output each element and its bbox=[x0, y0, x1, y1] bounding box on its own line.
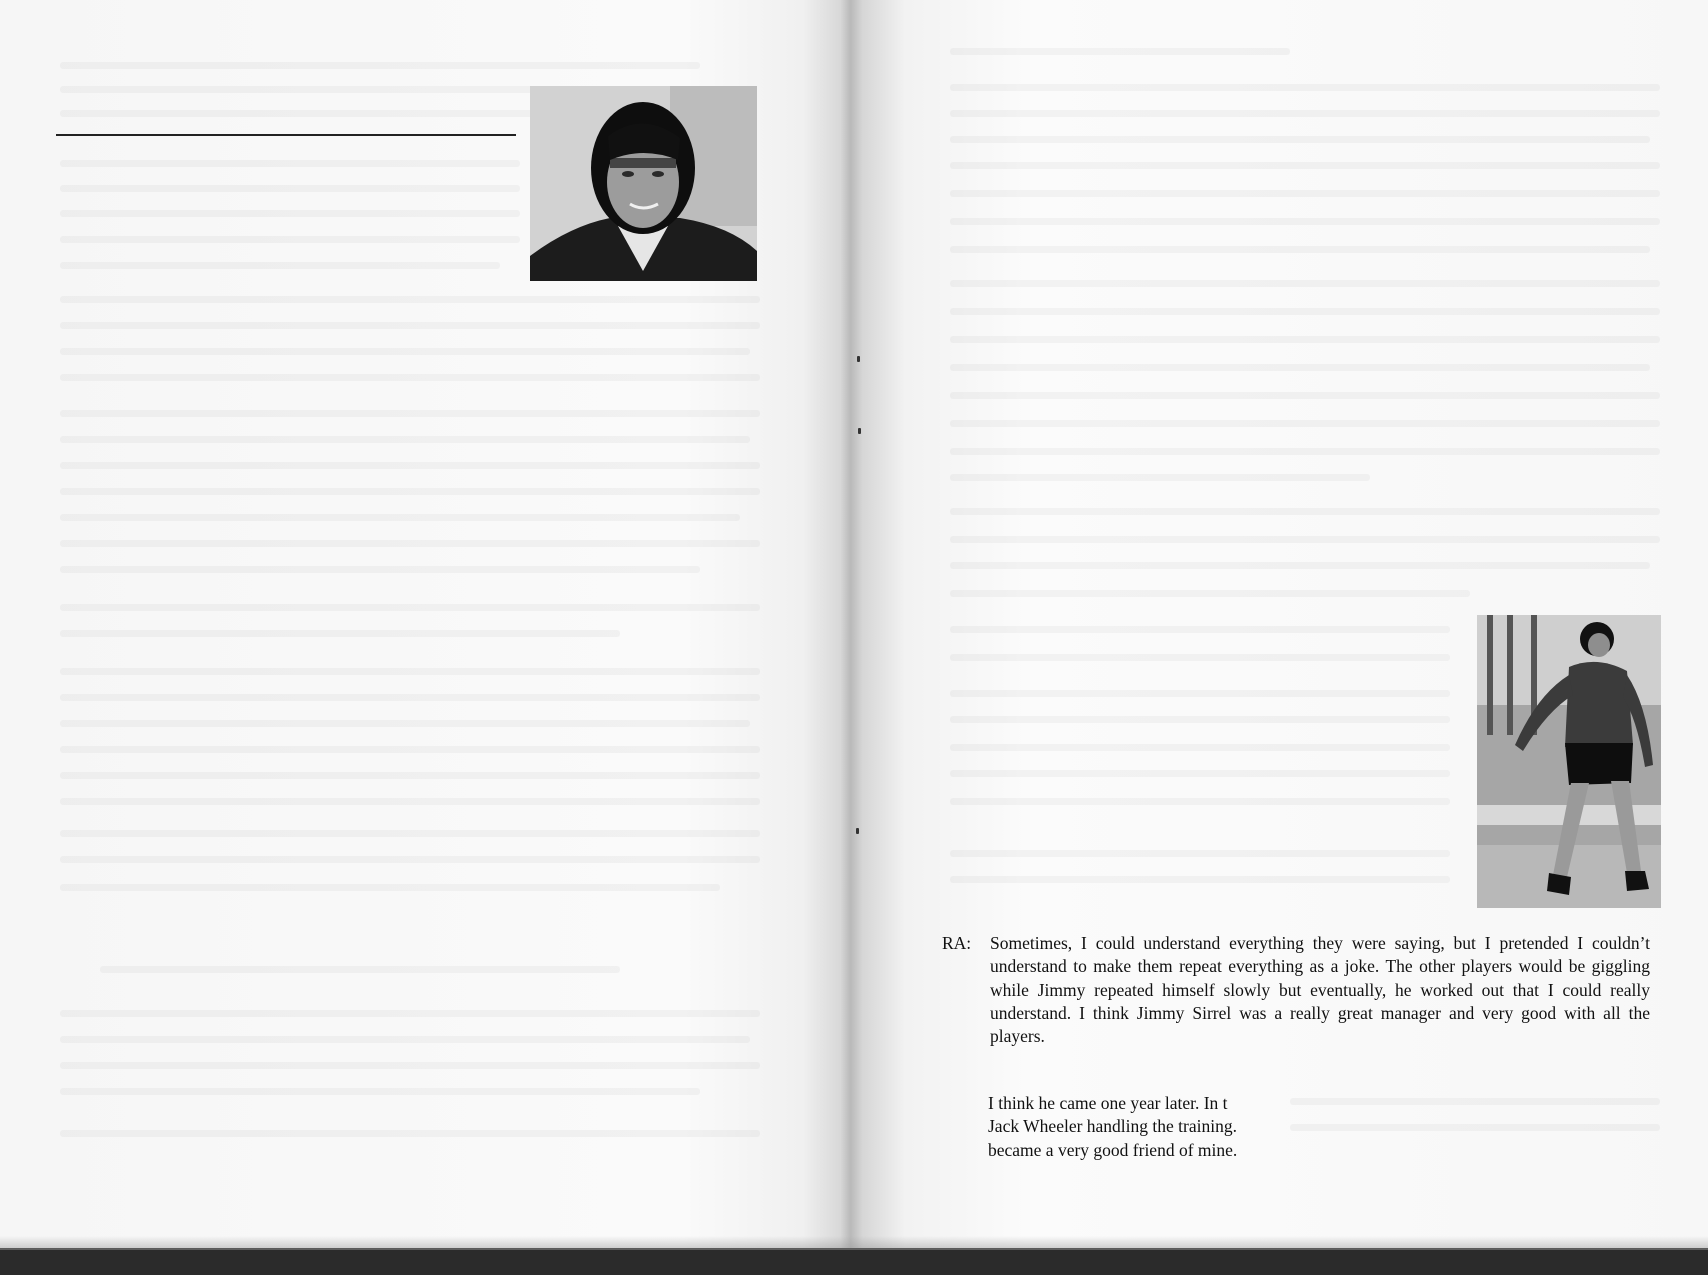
page-bottom-shadow bbox=[0, 1236, 1708, 1250]
response-text: Sometimes, I could understand everything they were saying, but I pretended I couldn’t understand to make them repeat everything as a joke. The other players would be giggling while Jimmy repeated himself slowly but eventually, he worked out that I could really understand. I think Jimmy Sirrel was a really great manager and very good with all the players. bbox=[990, 933, 1650, 1047]
action-image bbox=[1477, 615, 1661, 908]
section-rule bbox=[56, 134, 516, 136]
print-speck bbox=[857, 356, 860, 362]
fragment-line: I think he came one year later. In t bbox=[988, 1093, 1228, 1113]
portrait-image bbox=[530, 86, 757, 281]
print-speck bbox=[856, 828, 859, 834]
fragment-line: Jack Wheeler handling the training. bbox=[988, 1116, 1237, 1137]
photo-man-portrait bbox=[530, 86, 757, 281]
fragment-paragraph bbox=[988, 1092, 1308, 1162]
fragment-line: became a very good friend of mine. bbox=[988, 1139, 1238, 1160]
speaker-label: RA: bbox=[942, 933, 972, 953]
photo-footballer-running bbox=[1477, 615, 1661, 908]
print-speck bbox=[858, 428, 861, 434]
